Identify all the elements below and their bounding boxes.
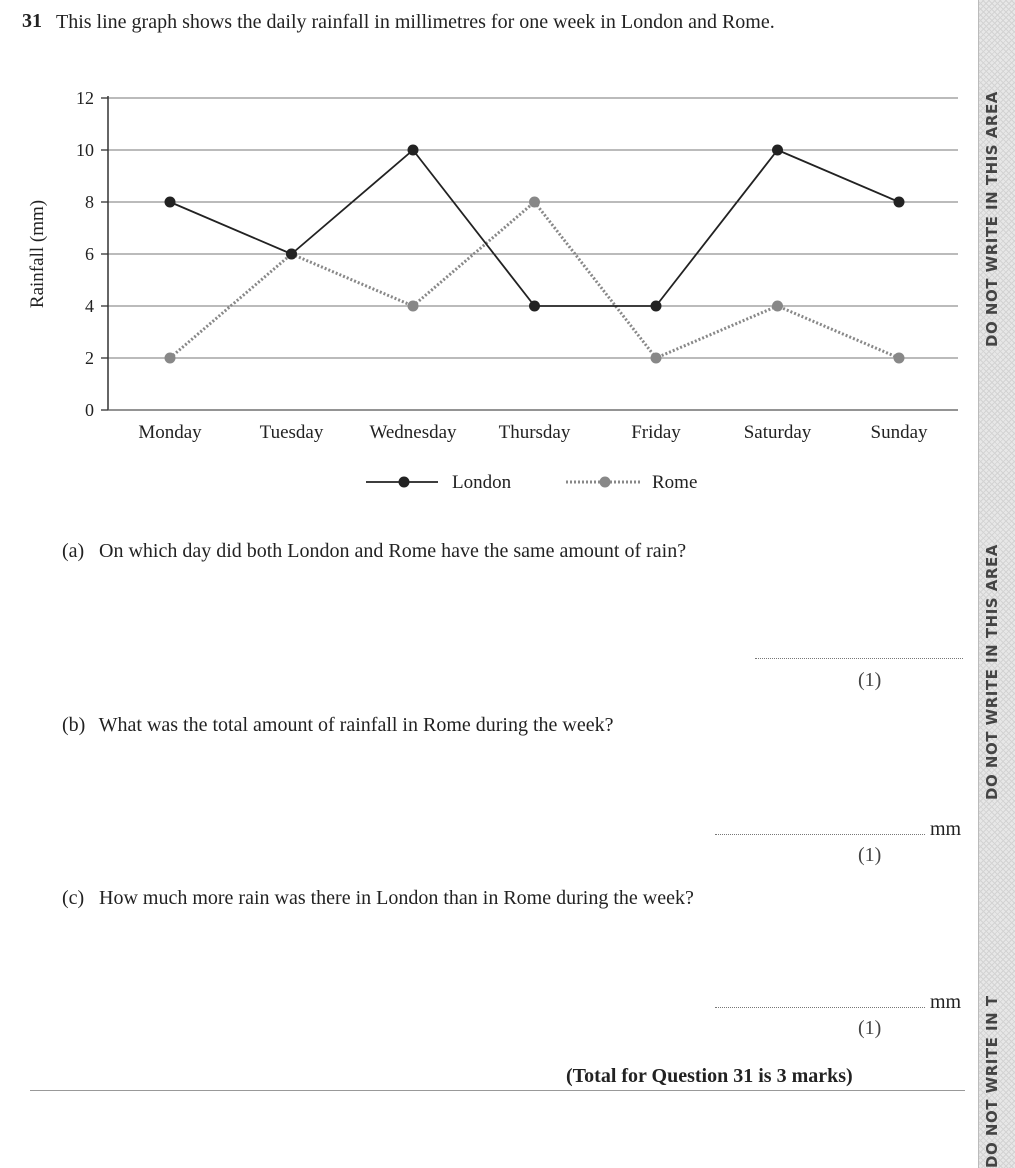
point-london-thursday — [529, 301, 540, 312]
x-tick-label-monday: Monday — [138, 422, 202, 443]
point-rome-saturday — [772, 301, 783, 312]
part-a-label: (a) — [62, 540, 85, 562]
answer-line-c[interactable] — [715, 1007, 925, 1008]
y-tick-label-6: 6 — [85, 244, 94, 264]
y-tick-label-10: 10 — [76, 140, 94, 160]
y-tick-label-4: 4 — [85, 296, 94, 316]
legend-marker-london — [399, 477, 410, 488]
part-c-text: How much more rain was there in London than in Rome during the week? — [99, 887, 694, 909]
answer-line-a[interactable] — [755, 658, 963, 659]
line-chart — [0, 0, 978, 500]
bottom-divider — [30, 1090, 965, 1091]
part-b — [62, 714, 613, 737]
x-tick-label-wednesday: Wednesday — [369, 422, 457, 443]
series-line-london — [170, 150, 899, 306]
y-axis-label: Rainfall (mm) — [27, 199, 48, 309]
point-london-sunday — [894, 197, 905, 208]
point-london-tuesday — [286, 249, 297, 260]
point-rome-wednesday — [408, 301, 419, 312]
point-rome-sunday — [894, 353, 905, 364]
point-rome-monday — [165, 353, 176, 364]
y-tick-label-2: 2 — [85, 348, 94, 368]
part-c-marks: (1) — [858, 1017, 882, 1039]
point-london-friday — [651, 301, 662, 312]
part-c-unit: mm — [930, 991, 962, 1013]
question-number: 31 — [22, 10, 42, 32]
total-marks: (Total for Question 31 is 3 marks) — [566, 1065, 853, 1087]
point-rome-friday — [651, 353, 662, 364]
legend-label-rome: Rome — [652, 472, 698, 493]
legend-label-london: London — [452, 472, 512, 493]
part-c — [62, 887, 694, 910]
x-tick-label-friday: Friday — [631, 422, 681, 443]
y-tick-label-12: 12 — [76, 88, 94, 108]
part-b-unit: mm — [930, 818, 962, 840]
part-b-marks: (1) — [858, 844, 882, 866]
margin-warning-2: DO NOT WRITE IN THIS AREA — [983, 544, 1001, 800]
part-c-label: (c) — [62, 887, 85, 909]
part-b-text: What was the total amount of rainfall in Rome during the week? — [98, 714, 614, 736]
answer-line-b[interactable] — [715, 834, 925, 835]
series-line-rome — [170, 202, 899, 358]
point-london-saturday — [772, 145, 783, 156]
margin-warning-3: DO NOT WRITE IN T — [983, 995, 1001, 1168]
point-rome-thursday — [529, 197, 540, 208]
x-tick-label-sunday: Sunday — [870, 422, 928, 443]
x-tick-label-thursday: Thursday — [498, 422, 571, 443]
y-tick-label-8: 8 — [85, 192, 94, 212]
point-london-wednesday — [408, 145, 419, 156]
part-b-label: (b) — [62, 714, 86, 736]
x-tick-label-tuesday: Tuesday — [259, 422, 324, 443]
y-tick-label-0: 0 — [85, 400, 94, 420]
part-a — [62, 540, 686, 563]
point-london-monday — [165, 197, 176, 208]
part-a-marks: (1) — [858, 669, 882, 691]
margin-warning-1: DO NOT WRITE IN THIS AREA — [983, 91, 1001, 347]
part-a-text: On which day did both London and Rome have the same amount of rain? — [99, 540, 687, 562]
x-tick-label-saturday: Saturday — [743, 422, 812, 443]
question-intro: This line graph shows the daily rainfall in millimetres for one week in London and Rome. — [56, 11, 775, 33]
legend-marker-rome — [600, 477, 611, 488]
